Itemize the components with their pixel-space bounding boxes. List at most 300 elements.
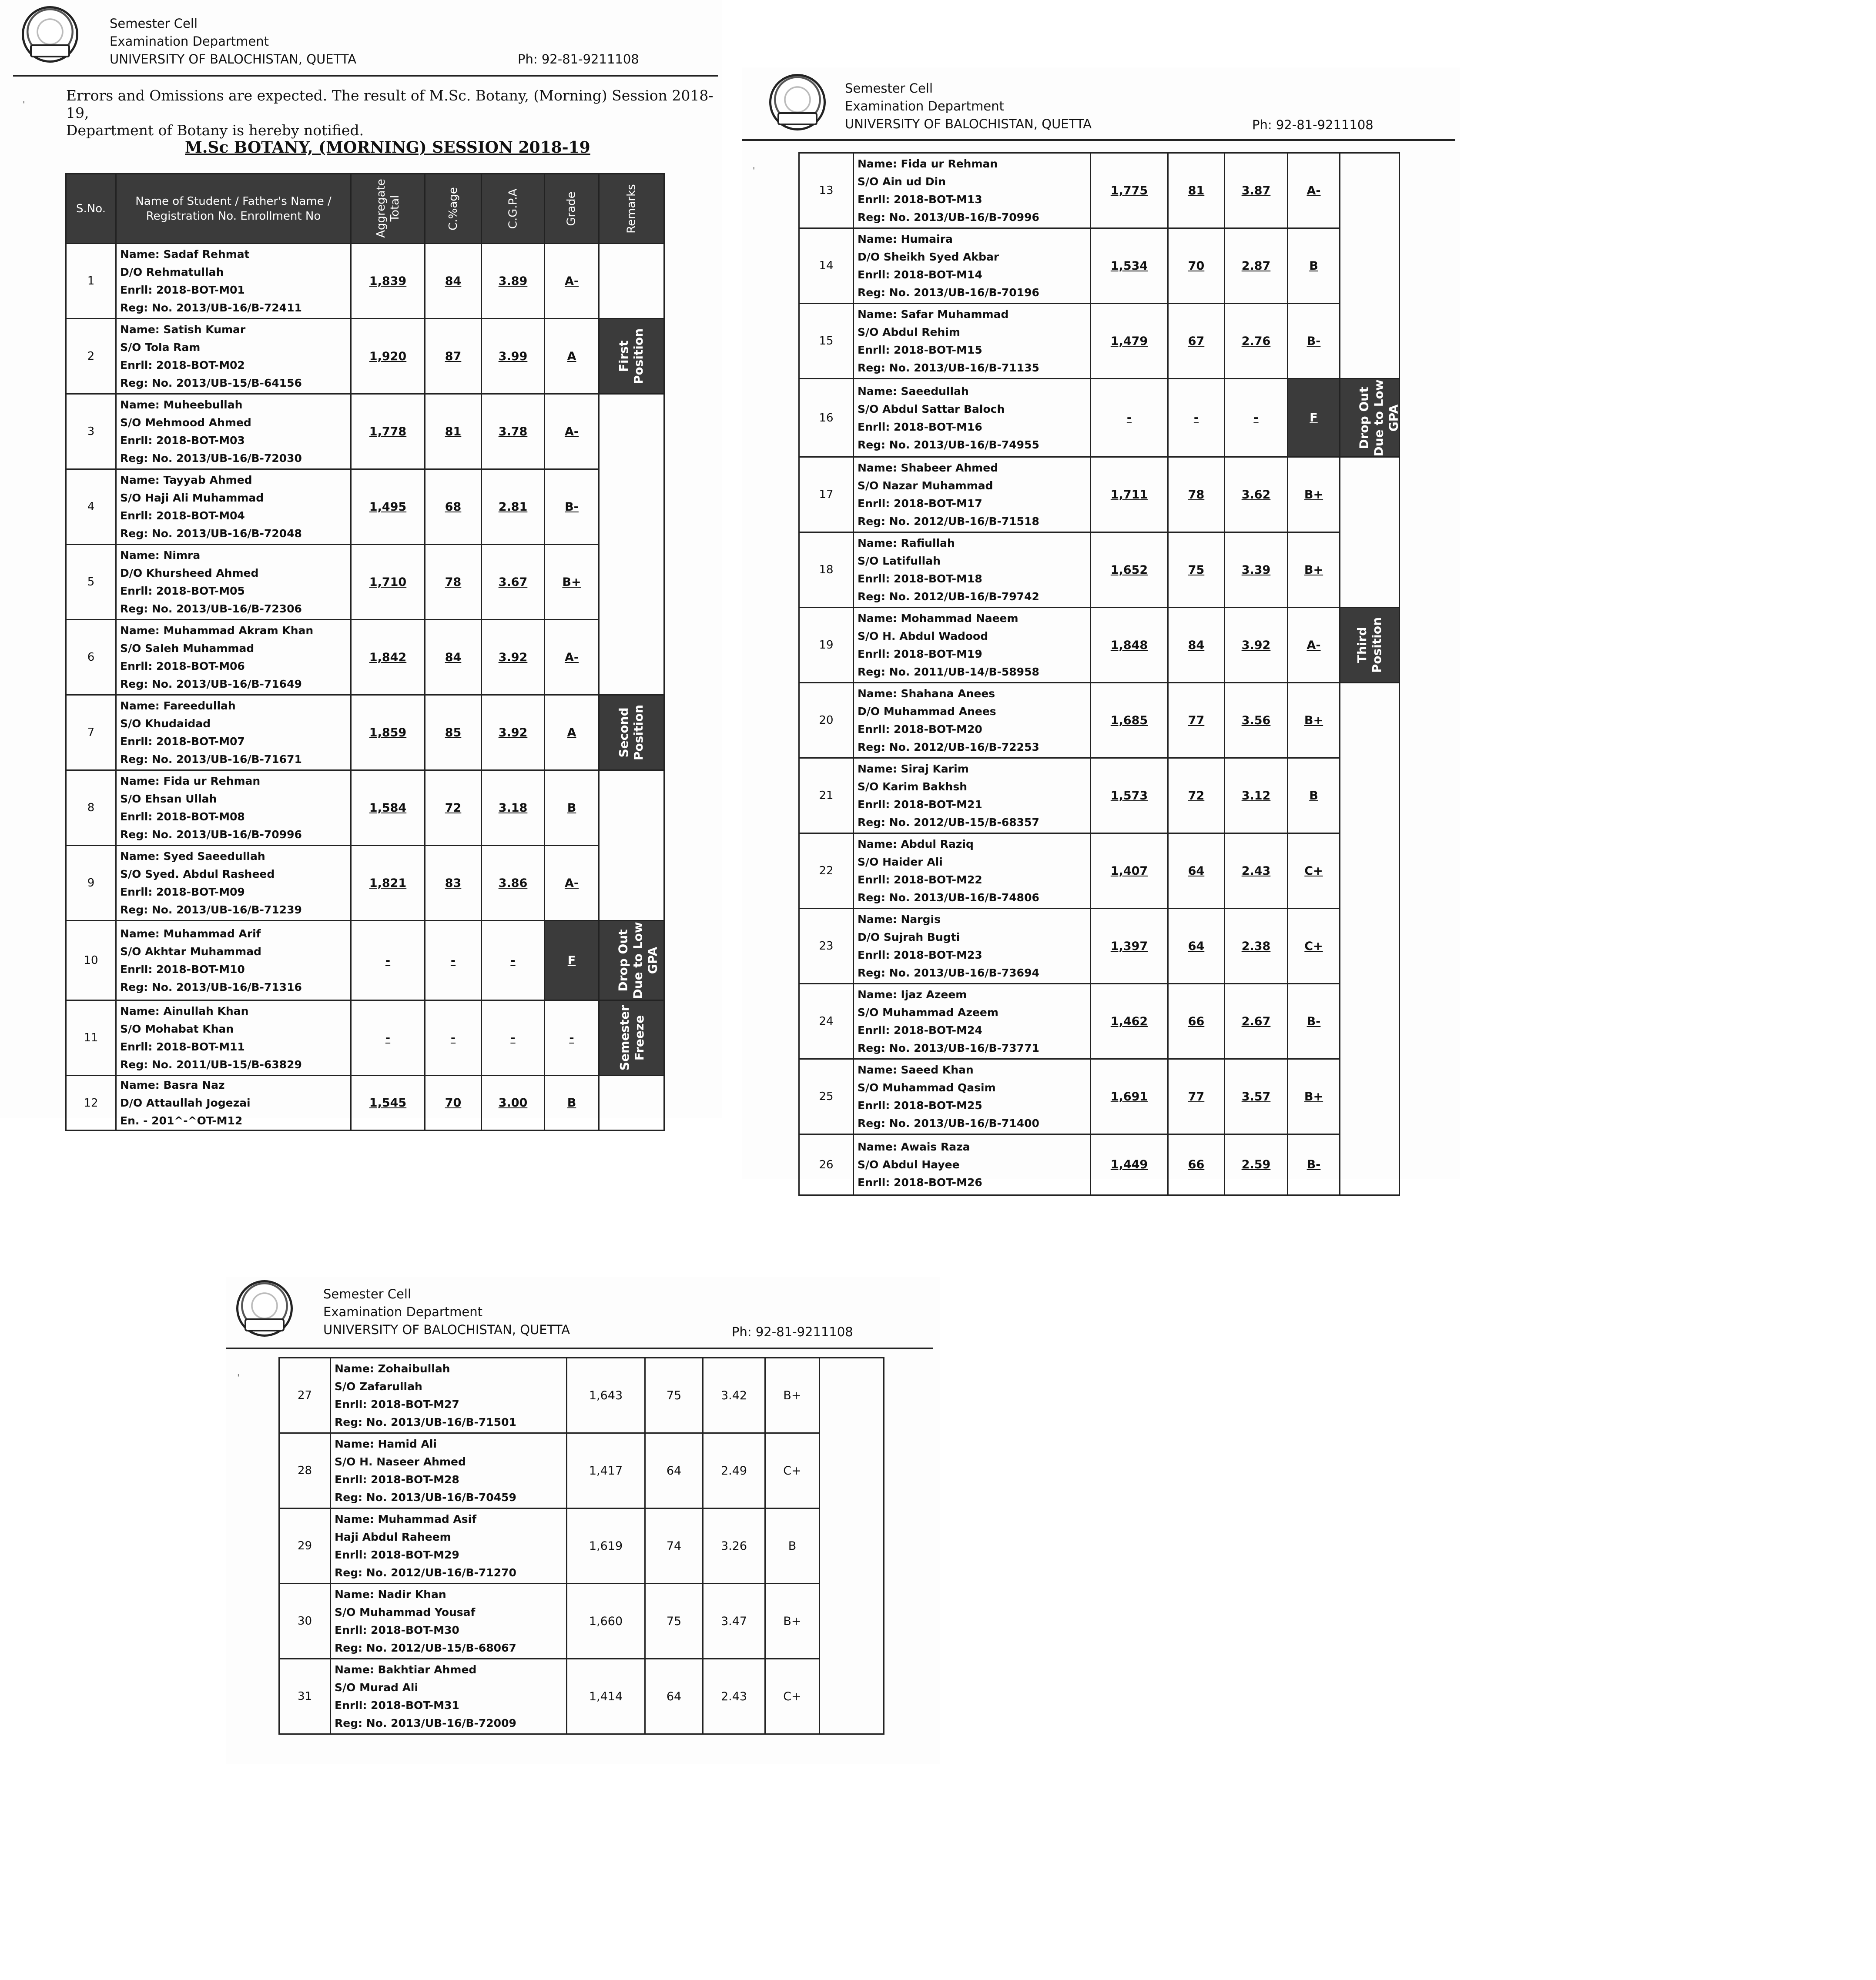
cell-percentage — [1168, 153, 1225, 228]
grade-value: F — [567, 953, 576, 967]
student-reg: Reg: No. 2011/UB-15/B-63829 — [120, 1058, 302, 1071]
remark-line: Drop Out — [1357, 386, 1371, 449]
cell-grade — [1288, 228, 1340, 304]
student-enrl: En. - 201^-^OT-M12 — [120, 1114, 243, 1127]
cell-aggregate — [351, 1000, 425, 1076]
student-father: D/O Rehmatullah — [120, 266, 224, 278]
cell-grade — [765, 1433, 820, 1508]
cell-grade — [1288, 1134, 1340, 1195]
table-row — [66, 695, 664, 770]
cell-grade — [1288, 608, 1340, 683]
aggregate-value: 1,859 — [369, 726, 407, 739]
cgpa-value: 3.99 — [498, 349, 528, 363]
student-father: S/O Abdul Hayee — [858, 1158, 960, 1171]
student-cell — [331, 1584, 567, 1659]
grade-value: A — [567, 726, 576, 739]
student-cell — [116, 394, 351, 469]
percentage-value: 70 — [445, 1096, 462, 1110]
cell-aggregate — [351, 1076, 425, 1130]
student-cell — [331, 1433, 567, 1508]
remark-text — [617, 1005, 647, 1070]
student-enrl: Enrll: 2018-BOT-M25 — [858, 1099, 982, 1112]
cell-cgpa — [482, 1076, 545, 1130]
table-row — [799, 532, 1400, 608]
header-grade-line: Grade — [565, 191, 578, 226]
student-cell — [854, 532, 1091, 608]
header-line-1: Semester Cell — [323, 1287, 412, 1301]
percentage-value: - — [1193, 411, 1199, 425]
cell-percentage — [645, 1584, 703, 1659]
cell-aggregate — [351, 244, 425, 319]
student-father: D/O Muhammad Anees — [858, 705, 996, 718]
student-enrl: Enrll: 2018-BOT-M05 — [120, 585, 245, 597]
row-sno: 20 — [799, 683, 854, 758]
student-enrl: Enrll: 2018-BOT-M24 — [858, 1024, 982, 1037]
student-enrl: Enrll: 2018-BOT-M28 — [335, 1473, 459, 1486]
remark-line: Due to Low — [630, 922, 645, 999]
student-cell — [116, 620, 351, 695]
cgpa-value: 3.78 — [498, 425, 528, 438]
table-row — [66, 469, 664, 545]
table-row — [799, 909, 1400, 984]
aggregate-value: - — [385, 953, 391, 967]
student-cell — [116, 545, 351, 620]
remark-text — [1355, 617, 1384, 673]
grade-value: A- — [1306, 638, 1321, 652]
student-name: Name: Abdul Raziq — [858, 838, 974, 850]
remark-line: First — [616, 340, 631, 372]
header-cgpa-line: C.G.P.A — [506, 188, 519, 229]
percentage-value: 70 — [1188, 259, 1205, 273]
cell-grade — [1288, 984, 1340, 1059]
cell-percentage — [645, 1659, 703, 1734]
result-page-2 — [742, 67, 1460, 1189]
cgpa-value: - — [1253, 411, 1259, 425]
cell-grade — [545, 770, 599, 846]
percentage-value: - — [450, 1031, 456, 1045]
aggregate-value: 1,643 — [589, 1388, 623, 1402]
student-enrl: Enrll: 2018-BOT-M18 — [858, 572, 982, 585]
header-line-3: UNIVERSITY OF BALOCHISTAN, QUETTA — [110, 52, 357, 67]
student-father: S/O Karim Bakhsh — [858, 780, 968, 793]
aggregate-value: 1,619 — [589, 1539, 623, 1553]
cell-percentage — [425, 1000, 482, 1076]
notice-line-1: Errors and Omissions are expected. The result of M.Sc. Botany, (Morning) Session 2018-19, — [66, 87, 714, 121]
grade-value: - — [569, 1031, 574, 1045]
aggregate-value: 1,821 — [369, 876, 407, 890]
row-sno: 4 — [66, 469, 116, 545]
percentage-value: 72 — [1188, 789, 1205, 803]
table-row — [66, 921, 664, 1000]
row-sno: 15 — [799, 304, 854, 379]
student-father: S/O Mehmood Ahmed — [120, 416, 251, 429]
student-enrl: Enrll: 2018-BOT-M02 — [120, 359, 245, 371]
student-name: Name: Fareedullah — [120, 699, 236, 712]
student-reg: Reg: No. 2012/UB-15/B-68067 — [335, 1642, 516, 1654]
remark-line: Second — [616, 707, 631, 758]
cell-aggregate — [1091, 833, 1168, 909]
percentage-value: 75 — [666, 1388, 682, 1402]
cell-aggregate — [567, 1433, 645, 1508]
student-name: Name: Nimra — [120, 549, 201, 562]
cell-aggregate — [1091, 984, 1168, 1059]
student-name: Name: Muhammad Asif — [335, 1513, 477, 1525]
percentage-value: 75 — [666, 1614, 682, 1628]
student-cell — [854, 833, 1091, 909]
student-enrl: Enrll: 2018-BOT-M17 — [858, 497, 982, 510]
cell-cgpa — [1225, 833, 1288, 909]
student-reg: Reg: No. 2013/UB-16/B-72048 — [120, 527, 302, 540]
remark-first — [599, 319, 664, 394]
student-cell — [854, 608, 1091, 683]
student-enrl: Enrll: 2018-BOT-M06 — [120, 660, 245, 672]
cell-cgpa — [1225, 379, 1288, 457]
remark-line: Third — [1355, 627, 1369, 663]
student-name: Name: Fida ur Rehman — [858, 157, 998, 170]
cell-percentage — [1168, 833, 1225, 909]
row-sno: 22 — [799, 833, 854, 909]
header-sno-text — [67, 201, 115, 216]
table-row — [279, 1433, 884, 1508]
remark-empty — [599, 1076, 664, 1130]
table-row — [66, 846, 664, 921]
cell-aggregate — [1091, 153, 1168, 228]
student-name: Name: Sadaf Rehmat — [120, 248, 250, 261]
cgpa-value: 3.92 — [498, 650, 528, 664]
percentage-value: 85 — [445, 726, 462, 739]
table-row — [279, 1659, 884, 1734]
cell-cgpa — [482, 545, 545, 620]
student-cell — [854, 909, 1091, 984]
remark-line: Drop Out — [616, 929, 630, 992]
cell-percentage — [425, 770, 482, 846]
header-line-2: Examination Department — [110, 34, 269, 49]
header-aggregate-text — [374, 179, 402, 238]
cell-grade — [1288, 1059, 1340, 1134]
cell-percentage — [425, 846, 482, 921]
row-sno: 29 — [279, 1508, 331, 1584]
student-cell — [116, 244, 351, 319]
table-row — [66, 545, 664, 620]
cell-grade — [765, 1358, 820, 1433]
cell-aggregate — [1091, 758, 1168, 833]
cgpa-value: 3.92 — [1241, 638, 1271, 652]
cgpa-value: 2.43 — [720, 1689, 747, 1703]
cell-percentage — [1168, 909, 1225, 984]
student-name: Name: Shahana Anees — [858, 687, 995, 700]
row-sno: 24 — [799, 984, 854, 1059]
header-phone: Ph: 92-81-9211108 — [1252, 117, 1374, 132]
cell-cgpa — [703, 1358, 765, 1433]
header-rule — [226, 1348, 933, 1349]
remark-line: Position — [631, 328, 646, 385]
student-father: S/O Tola Ram — [120, 341, 201, 354]
table-row — [799, 304, 1400, 379]
aggregate-value: 1,711 — [1110, 488, 1148, 502]
student-enrl: Enrll: 2018-BOT-M09 — [120, 886, 245, 898]
cgpa-value: 3.26 — [720, 1539, 747, 1553]
remark-text — [1357, 379, 1401, 456]
cell-aggregate — [567, 1659, 645, 1734]
aggregate-value: 1,920 — [369, 349, 407, 363]
student-name: Name: Mohammad Naeem — [858, 612, 1018, 625]
student-name: Name: Shabeer Ahmed — [858, 462, 998, 474]
cell-aggregate — [1091, 683, 1168, 758]
student-cell — [854, 228, 1091, 304]
result-table-3 — [278, 1357, 884, 1735]
student-reg: Reg: No. 2013/UB-16/B-70459 — [335, 1491, 516, 1504]
cgpa-value: 3.12 — [1241, 789, 1271, 803]
student-enrl: Enrll: 2018-BOT-M30 — [335, 1624, 459, 1636]
table-row — [799, 1134, 1400, 1195]
student-cell — [116, 846, 351, 921]
header-text — [845, 80, 1092, 133]
row-sno: 17 — [799, 457, 854, 532]
cgpa-value: 3.00 — [498, 1096, 528, 1110]
cgpa-value: 2.67 — [1241, 1014, 1271, 1028]
student-reg: Reg: No. 2013/UB-16/B-71501 — [335, 1416, 516, 1428]
cell-grade — [1288, 532, 1340, 608]
student-enrl: Enrll: 2018-BOT-M31 — [335, 1699, 459, 1712]
student-reg: Reg: No. 2012/UB-16/B-71270 — [335, 1566, 516, 1579]
cell-cgpa — [1225, 758, 1288, 833]
percentage-value: 84 — [445, 274, 462, 288]
student-enrl: Enrll: 2018-BOT-M04 — [120, 509, 245, 522]
header-line-1: Semester Cell — [110, 16, 198, 31]
remark-semester-freeze — [599, 1000, 664, 1076]
cell-percentage — [1168, 228, 1225, 304]
header-cpct — [425, 174, 482, 244]
row-sno: 18 — [799, 532, 854, 608]
cgpa-value: 3.87 — [1241, 184, 1271, 197]
result-notice — [66, 87, 719, 139]
aggregate-value: 1,407 — [1110, 864, 1148, 878]
student-enrl: Enrll: 2018-BOT-M13 — [858, 193, 982, 206]
cell-cgpa — [1225, 457, 1288, 532]
grade-value: B+ — [1304, 488, 1323, 502]
cell-cgpa — [482, 620, 545, 695]
cell-aggregate — [351, 695, 425, 770]
cell-cgpa — [1225, 532, 1288, 608]
cgpa-value: 3.42 — [720, 1388, 747, 1402]
percentage-value: 78 — [445, 575, 462, 589]
cell-cgpa — [703, 1433, 765, 1508]
aggregate-value: 1,449 — [1110, 1158, 1148, 1171]
percentage-value: 74 — [666, 1539, 682, 1553]
student-reg: Reg: No. 2013/UB-15/B-64156 — [120, 377, 302, 389]
student-reg: Reg: No. 2013/UB-16/B-71239 — [120, 903, 302, 916]
student-father: D/O Sheikh Syed Akbar — [858, 251, 999, 263]
student-name: Name: Satish Kumar — [120, 323, 246, 336]
student-cell — [854, 304, 1091, 379]
cell-cgpa — [703, 1584, 765, 1659]
aggregate-value: 1,414 — [589, 1689, 623, 1703]
table-row — [799, 153, 1400, 228]
header-cpct-text — [446, 187, 460, 231]
student-cell — [116, 1000, 351, 1076]
aggregate-value: 1,848 — [1110, 638, 1148, 652]
university-logo — [236, 1280, 293, 1337]
cell-grade — [1288, 304, 1340, 379]
grade-value: B+ — [1304, 713, 1323, 727]
student-enrl: Enrll: 2018-BOT-M20 — [858, 723, 982, 736]
student-reg: Reg: No. 2013/UB-16/B-72030 — [120, 452, 302, 465]
cell-percentage — [425, 921, 482, 1000]
cell-grade — [1288, 758, 1340, 833]
header-cgpa-text — [506, 188, 520, 229]
cell-cgpa — [482, 921, 545, 1000]
student-name: Name: Muhammad Akram Khan — [120, 624, 314, 637]
student-reg: Reg: No. 2012/UB-15/B-68357 — [858, 816, 1039, 829]
cell-cgpa — [482, 244, 545, 319]
percentage-value: 81 — [445, 425, 462, 438]
grade-value: C+ — [783, 1689, 801, 1703]
student-father: S/O Syed. Abdul Rasheed — [120, 868, 275, 880]
grade-value: A- — [564, 425, 579, 438]
student-father: Haji Abdul Raheem — [335, 1531, 451, 1543]
remark-line: Semester — [617, 1005, 632, 1071]
cell-percentage — [1168, 758, 1225, 833]
cell-grade — [1288, 909, 1340, 984]
table-row — [66, 1000, 664, 1076]
scan-mark: ' — [23, 99, 25, 110]
percentage-value: 64 — [1188, 939, 1205, 953]
student-name: Name: Tayyab Ahmed — [120, 474, 252, 486]
aggregate-value: 1,417 — [589, 1464, 623, 1478]
student-enrl: Enrll: 2018-BOT-M19 — [858, 648, 982, 660]
row-sno: 26 — [799, 1134, 854, 1195]
cell-aggregate — [1091, 304, 1168, 379]
cell-cgpa — [1225, 1134, 1288, 1195]
student-father: S/O Mohabat Khan — [120, 1023, 234, 1035]
student-reg: Reg: No. 2013/UB-16/B-74806 — [858, 891, 1039, 904]
student-cell — [331, 1659, 567, 1734]
header-aggregate-line: Aggregate — [374, 179, 388, 238]
student-father: S/O Latifullah — [858, 555, 941, 567]
cell-percentage — [425, 545, 482, 620]
student-reg: Reg: No. 2013/UB-16/B-71400 — [858, 1117, 1039, 1130]
remark-line: Due to Low — [1371, 379, 1386, 457]
cell-grade — [545, 244, 599, 319]
student-father: D/O Khursheed Ahmed — [120, 567, 259, 579]
table-row — [799, 683, 1400, 758]
cell-percentage — [425, 244, 482, 319]
header-name — [116, 174, 351, 244]
row-sno: 9 — [66, 846, 116, 921]
cgpa-value: 3.57 — [1241, 1090, 1271, 1104]
cell-grade — [545, 620, 599, 695]
percentage-value: 68 — [445, 500, 462, 514]
table-row — [66, 394, 664, 469]
student-reg: Reg: No. 2013/UB-16/B-72009 — [335, 1717, 516, 1729]
student-cell — [854, 153, 1091, 228]
student-father: S/O Khudaidad — [120, 717, 211, 730]
grade-value: C+ — [1304, 864, 1323, 878]
university-logo — [22, 6, 78, 63]
student-name: Name: Hamid Ali — [335, 1438, 437, 1450]
percentage-value: 64 — [666, 1689, 682, 1703]
header-aggregate-line: Total — [388, 195, 402, 222]
header-rule — [13, 75, 718, 77]
student-cell — [854, 379, 1091, 457]
cell-aggregate — [351, 469, 425, 545]
table-row — [799, 1059, 1400, 1134]
header-line-2: Examination Department — [323, 1304, 482, 1319]
remark-empty — [1340, 683, 1400, 1195]
remark-empty — [1340, 457, 1400, 608]
cell-grade — [545, 1076, 599, 1130]
percentage-value: - — [450, 953, 456, 967]
student-enrl: Enrll: 2018-BOT-M11 — [120, 1040, 245, 1053]
cgpa-value: 3.56 — [1241, 713, 1271, 727]
student-name: Name: Humaira — [858, 233, 953, 245]
header-remarks — [599, 174, 664, 244]
student-father: S/O Ehsan Ullah — [120, 793, 217, 805]
grade-value: A- — [1306, 184, 1321, 197]
aggregate-value: 1,545 — [369, 1096, 407, 1110]
student-enrl: Enrll: 2018-BOT-M07 — [120, 735, 245, 748]
student-cell — [854, 1059, 1091, 1134]
aggregate-value: 1,573 — [1110, 789, 1148, 803]
cell-grade — [765, 1508, 820, 1584]
cell-aggregate — [1091, 608, 1168, 683]
row-sno: 23 — [799, 909, 854, 984]
student-enrl: Enrll: 2018-BOT-M16 — [858, 420, 982, 433]
cell-cgpa — [1225, 608, 1288, 683]
student-father: S/O Haji Ali Muhammad — [120, 492, 264, 504]
remark-empty — [599, 770, 664, 921]
percentage-value: 78 — [1188, 488, 1205, 502]
cgpa-value: 2.43 — [1241, 864, 1271, 878]
grade-value: B- — [565, 500, 579, 514]
student-reg: Reg: No. 2013/UB-16/B-71671 — [120, 753, 302, 766]
cell-grade — [1288, 457, 1340, 532]
grade-value: B — [788, 1539, 797, 1553]
cell-percentage — [425, 469, 482, 545]
grade-value: C+ — [1304, 939, 1323, 953]
student-reg: Reg: No. 2013/UB-16/B-71135 — [858, 361, 1039, 374]
cgpa-value: 3.18 — [498, 801, 528, 815]
remark-empty — [599, 394, 664, 695]
row-sno: 7 — [66, 695, 116, 770]
remark-drop-out — [1340, 379, 1400, 457]
row-sno: 5 — [66, 545, 116, 620]
student-enrl: Enrll: 2018-BOT-M21 — [858, 798, 982, 811]
student-father: S/O Akhtar Muhammad — [120, 945, 261, 958]
cell-percentage — [1168, 457, 1225, 532]
remark-third — [1340, 608, 1400, 683]
row-sno: 8 — [66, 770, 116, 846]
grade-value: A- — [564, 876, 579, 890]
student-father: S/O Ain ud Din — [858, 175, 946, 188]
student-father: S/O Abdul Sattar Baloch — [858, 402, 1005, 415]
table-row — [799, 984, 1400, 1059]
percentage-value: 77 — [1188, 1090, 1205, 1104]
student-name: Name: Safar Muhammad — [858, 308, 1009, 321]
cell-grade — [765, 1584, 820, 1659]
student-cell — [331, 1508, 567, 1584]
student-name: Name: Basra Naz — [120, 1079, 225, 1091]
aggregate-value: 1,397 — [1110, 939, 1148, 953]
result-page-3 — [226, 1277, 940, 1764]
grade-value: A — [567, 349, 576, 363]
header-line-2: Examination Department — [845, 99, 1004, 114]
student-cell — [854, 683, 1091, 758]
cgpa-value: 3.92 — [498, 726, 528, 739]
cell-cgpa — [482, 695, 545, 770]
header-phone: Ph: 92-81-9211108 — [732, 1324, 853, 1339]
grade-value: B+ — [1304, 563, 1323, 577]
